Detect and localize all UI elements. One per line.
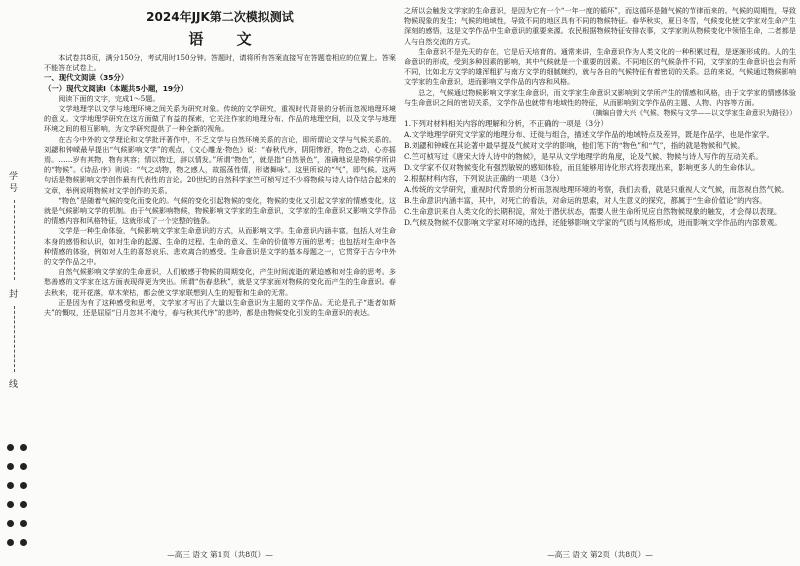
source-citation: （摘编自曾大兴《气候、物候与文学——以文学家生命意识为路径》） [588, 109, 796, 118]
page-footer: —高三 语文 第2页（共8页）— [547, 550, 653, 559]
passage-paragraph: 在古今中外的文学理论和文学批评著作中，不乏文学与自然环境关系的言论，即所谓论文学与气候关系的。刘勰和钟嵘最早提出“气候影响文学”的观点，《文心雕龙·物色》说：“春秋代序，阴阳惨舒，物色之动，心亦摇焉。……岁有其物，物有其容；情以物迁，辞以情发。”所谓“物色”，就是指“自然景色”，准确地说是物候学所讲的“物候”。《诗品·序》则说：“气之动物，物之感人，故摇荡性情，形诸舞咏”。这里所说的“气”，即气候。这两句话是物候影响文学创作最有代表性的言论。20世纪的自然科学家竺可桢写过不少将物候与诗人诗作结合起来的文章，举例说明物候对文学创作的关系。 [44, 134, 396, 195]
question-stem: 2.根据材料内容，下列说法正确的一项是（3分） [404, 174, 564, 184]
task-intro: 阅读下面的文字，完成1～5题。 [58, 93, 160, 103]
margin-label: 号 [9, 184, 19, 194]
instructions: 本试卷共8页，满分150分，考试用时150分钟。答题时，请将所有答案直接写在答题卷相应的位置上。答案不能答在试卷上。 [44, 53, 396, 73]
answer-option: B.生命意识内涵丰富，其中，对死亡的看法，对命运的思索，对人生意义的探究，都属于“生命价值论”的内容。 [404, 196, 767, 206]
passage-paragraph: 生命意识不是先天的存在，它是后天培育的。通常来讲，生命意识作为人类文化的一种积累过程，是逐渐形成的。人的生命意识的形成，受到多种因素的影响，其中气候就是一个重要的因素。不同地区的气候条件不同，文学家的生命意识也会有所不同，比如北方文学的雄浑粗犷与南方文学的细腻婉约，就与各自的气候特征有着密切的关系。总的来说，气候通过物候影响文学家的生命意识，进而影响文学作品的内容和风格。 [404, 46, 796, 87]
page-1 [44, 0, 396, 566]
subsection-heading: （一）现代文阅读Ⅰ（本题共5小题，19分） [44, 83, 188, 93]
section-heading: 一、现代文阅读（35分） [44, 73, 129, 83]
answer-option: B.刘勰和钟嵘在其论著中最早提及气候对文学的影响，他们笔下的“物色”和“气”，指的就是物候和气候。 [404, 141, 745, 151]
margin-label: 学 [9, 172, 19, 182]
margin-label: 封 [9, 290, 19, 300]
question-stem: 1.下列对材料相关内容的理解和分析，不正确的一项是（3分） [404, 119, 608, 129]
answer-option: C.竺可桢写过《唐宋大诗人诗中的物候》，是早从文学地理学的角度，论及气候、物候与诗人写作的互动关系。 [404, 152, 763, 162]
page-footer: —高三 语文 第1页（共8页）— [167, 550, 273, 559]
passage-paragraph: 总之，气候通过物候影响文学家生命意识，而文学家生命意识又影响到文学所产生的情感和风格，由于文学家的情感体验与生命意识之间的密切关系，文学作品也就带有地域性的特征，从而影响到文学作品的主题、人物、内容等方面。 [404, 87, 796, 107]
binding-holes [4, 438, 44, 552]
passage-paragraph: 自然气候影响文学家的生命意识，人们敏感于物候的周期变化，产生时间流逝的紧迫感和对生命的思考。多愁善感的文学家在这方面表现得更为突出。所谓“伤春悲秋”，就是文学家面对物候的变化而产生的生命意识。春去秋来，花开花落，草木荣枯，都会使文学家联想到人生的短暂和生命的无常。 [44, 267, 396, 297]
answer-option: C.生命意识来自人类文化的长期积淀，常处于潜伏状态，需要人世生命所见应自然物候现象的触发，才会得以表现。 [404, 207, 782, 217]
answer-option: A.文学地理学研究文学家的地理分布、迁徙与组合，描述文学作品的地域特点及差异，既是作品学，也是作家学。 [404, 130, 774, 140]
passage-paragraph: 之所以会触发文学家的生命意识，是因为它有一个“一年一度的循环”，而这循环是随气候的节律而来的。气候的周期性，导致物候现象的发生；气候的地域性，导致不同的地区具有不同的物候特征。春华秋实，夏日冬雪，气候变化使文学家对生命产生深刻的感悟，这是文学作品中生命意识的重要来源。农民根据物候特征安排农事，文学家则从物候变化中领悟生命，二者都是人与自然交流的方式。 [404, 6, 796, 46]
passage-paragraph: 文学地理学以文学与地理环境之间关系为研究对象。传统的文学研究，重视时代背景的分析而忽视地理环境的意义。文学地理学研究在这方面做了有益的探索，它关注作家的地理分布、作品的地理空间，以及文学与地理环境之间的相互影响，为文学研究提供了一种全新的视角。 [44, 104, 396, 134]
answer-option: D.文学家不仅对物候变化有强烈敏锐的感知体验，而且能够用诗化形式将表现出来，影响更多人的生命体认。 [404, 163, 760, 173]
binding-margin [0, 0, 44, 566]
passage-paragraph: “物色”是随着气候的变化而变化的。气候的变化引起物候的变化，物候的变化又引起文学家的情感变化，这就是气候影响文学的机制。由于气候影响物候，物候影响文学家的生命意识，文学家的生命意识又影响文学作品的情感内容和风格特征，这就形成了一个完整的链条。 [44, 195, 396, 226]
exam-title: 2024年JJK第二次模拟测试 [146, 10, 294, 24]
answer-option: D.气候及物候不仅影响文学家对环境的选择，还能够影响文学家的气质与风格形成，进而影响文学作品的内部景观。 [404, 218, 782, 228]
margin-label: 线 [9, 380, 19, 390]
cut-line [14, 306, 16, 372]
passage-paragraph: 文学是一种生命体验，气候影响文学家生命意识的方式，从而影响文学。生命意识内涵丰富，包括人对生命本身的感悟和认识，如对生命的起源、生命的过程、生命的意义、生命的价值等方面的思考；也包括对生命中各种情感的体验，例如对人生的喜怒哀乐、悲欢离合的感受。生命意识是文学的基本母题之一，它贯穿于古今中外的文学作品之中。 [44, 226, 396, 267]
passage-paragraph: 正是因为有了这种感受和思考，文学家才写出了大量以生命意识为主题的文学作品。无论是孔子“逝者如斯夫”的慨叹，还是屈原“日月忽其不淹兮，春与秋其代序”的悲吟，都是由物候变化引发的生命意识的表达。 [44, 297, 396, 318]
subject-title: 语 文 [188, 30, 266, 48]
cut-line [14, 200, 16, 280]
page-2 [404, 0, 796, 566]
answer-option: A.传统的文学研究，重视时代背景的分析而忽视地理环境的考察，我们去看，就是只重视人文气候，而忽视自然气候。 [404, 185, 789, 195]
